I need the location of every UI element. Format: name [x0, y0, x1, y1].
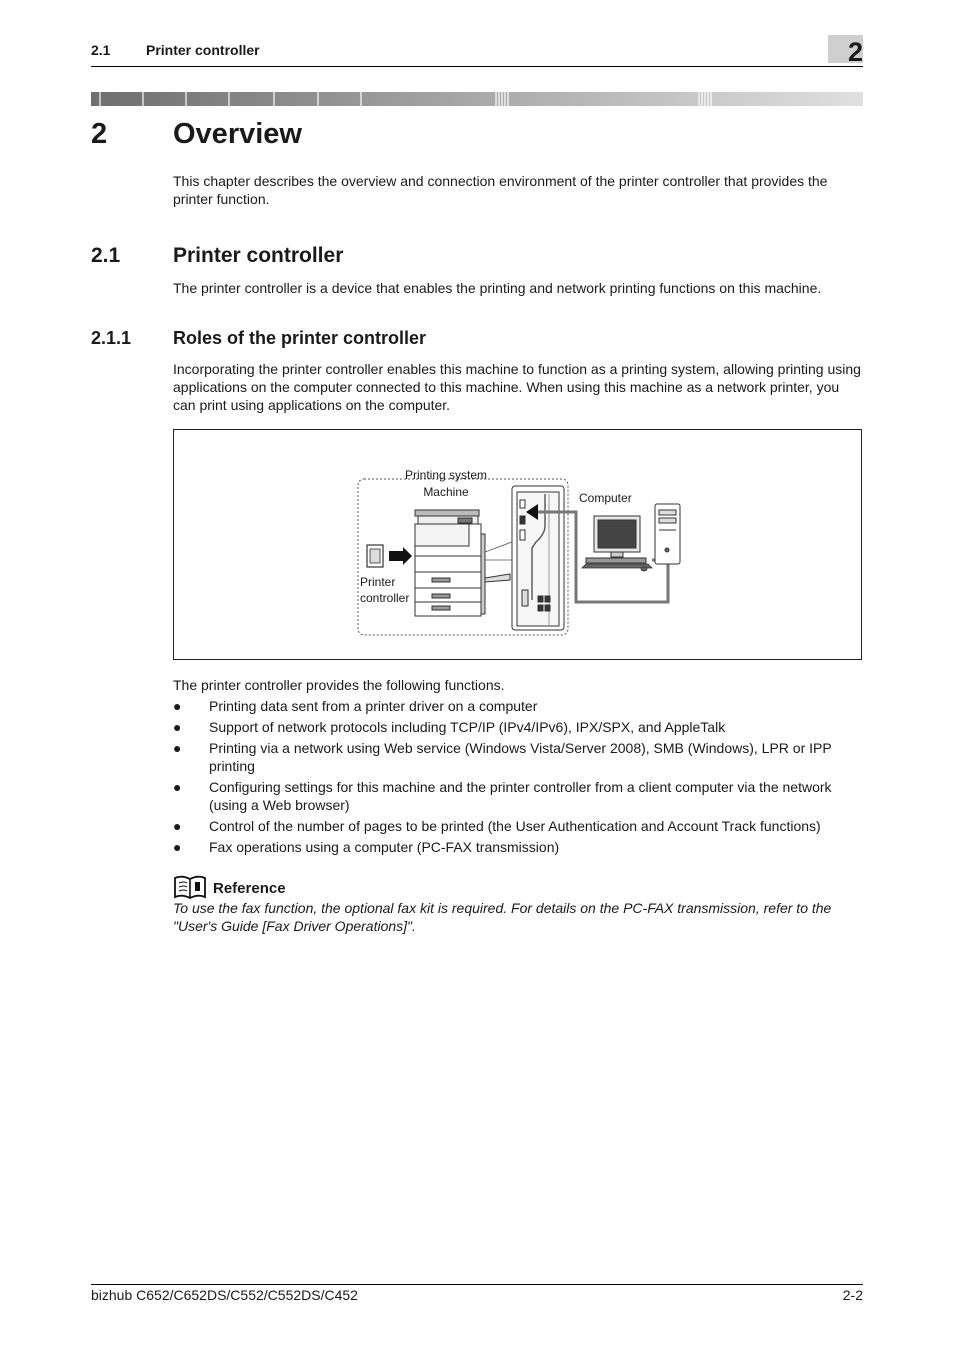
reference-text: To use the fax function, the optional fax kit is required. For details on the PC-FAX transmission, refer to the "User's Guide [Fax Driver Operations]". — [173, 900, 832, 934]
section-text: The printer controller is a device that enables the printing and network printing functions on this machine. — [173, 280, 822, 296]
list-item — [173, 718, 863, 736]
list-item — [173, 739, 863, 775]
bullet-icon: ● — [173, 779, 182, 795]
list-item — [173, 838, 863, 856]
list-item-text: Printing data sent from a printer driver on a computer — [209, 698, 538, 714]
computer-monitor-icon — [586, 516, 646, 563]
keyboard-icon — [582, 564, 652, 571]
chapter-intro: This chapter describes the overview and connection environment of the printer controller that provides the printer function. — [173, 173, 828, 207]
list-item-text: Configuring settings for this machine and the printer controller from a client computer via the network (using a Web browser) — [209, 779, 832, 813]
reference-title: Reference — [213, 880, 286, 897]
functions-intro: The printer controller provides the following functions. — [173, 677, 505, 693]
label-printer: Printer — [360, 575, 396, 589]
list-item — [173, 817, 863, 835]
header-section-title: Printer controller — [146, 42, 260, 58]
list-item-text: Fax operations using a computer (PC-FAX transmission) — [209, 839, 560, 855]
controller-arrow-icon — [389, 547, 412, 565]
label-computer: Computer — [579, 491, 632, 505]
printer-controller-icon — [367, 545, 383, 567]
label-printing-system: Printing system — [404, 468, 488, 482]
subsection-text: Incorporating the printer controller enables this machine to function as a printing system, allowing printing using applications on the computer connected to this machine. When using this machine as a network printer, you can print using applications on the computer. — [173, 361, 861, 413]
decorative-chapter-bar — [91, 92, 863, 106]
bullet-icon: ● — [173, 818, 182, 834]
list-item-text: Support of network protocols including TCP/IP (IPv4/IPv6), IPX/SPX, and AppleTalk — [209, 719, 726, 735]
header-section-number: 2.1 — [91, 42, 111, 58]
label-machine: Machine — [423, 485, 469, 499]
subsection-number: 2.1.1 — [91, 328, 132, 348]
bullet-icon: ● — [173, 719, 182, 735]
bullet-icon: ● — [173, 839, 182, 855]
section-number: 2.1 — [91, 244, 121, 267]
footer-product: bizhub C652/C652DS/C552/C552DS/C452 — [91, 1287, 358, 1303]
section-title: Printer controller — [173, 244, 344, 267]
running-header — [91, 37, 863, 67]
page-footer — [91, 1284, 863, 1305]
subsection-title: Roles of the printer controller — [173, 328, 427, 348]
functions-list — [173, 697, 863, 859]
mfp-machine-icon — [415, 510, 510, 616]
list-item — [173, 778, 863, 814]
printing-system-figure — [173, 429, 862, 660]
chapter-title: Overview — [173, 118, 302, 150]
chapter-tab-number: 2 — [847, 37, 863, 67]
label-controller: controller — [360, 591, 410, 605]
bullet-icon: ● — [173, 698, 182, 714]
list-item-text: Printing via a network using Web service (Windows Vista/Server 2008), SMB (Windows), LPR or IPP printing — [209, 740, 832, 774]
bullet-icon: ● — [173, 740, 182, 756]
chapter-number: 2 — [91, 118, 108, 150]
printing-system-diagram — [174, 430, 861, 659]
reference-book-icon — [173, 875, 207, 899]
footer-page-number: 2-2 — [842, 1287, 863, 1303]
computer-tower-icon — [655, 504, 680, 564]
list-item-text: Control of the number of pages to be printed (the User Authentication and Account Track functions) — [209, 818, 821, 834]
list-item — [173, 697, 863, 715]
